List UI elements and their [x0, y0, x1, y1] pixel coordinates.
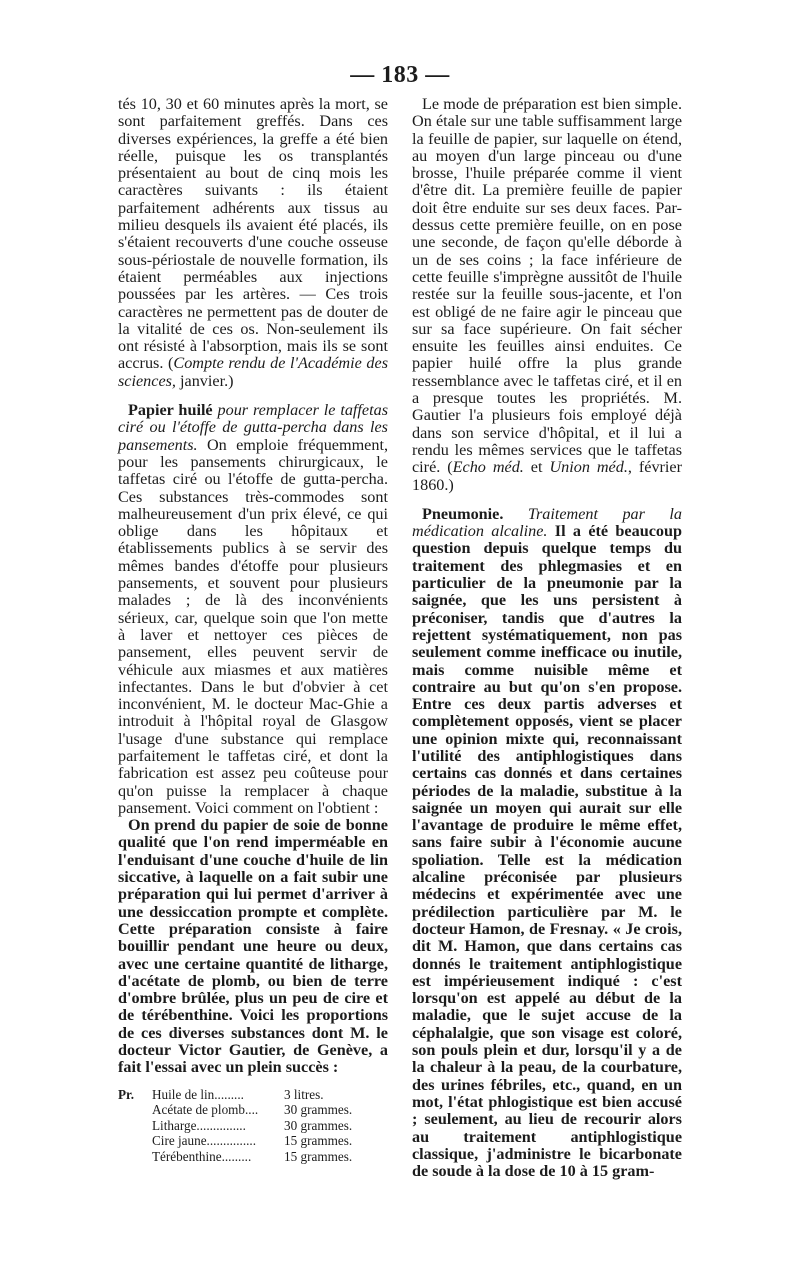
source-tail: , février 1860.) [412, 458, 682, 494]
article-paragraph: On prend du papier de soie de bonne qualité que l'on rend imperméable en l'enduisant d'une couche d'huile de lin siccative, à laquelle on a fait subir une préparation qui lui permet d'arriver à une dessiccation prompte et complète. Cette préparation consiste à faire bouillir pendant une heure ou deux, avec une certaine quantité de litharge, d'acétate de plomb, ou bien de terre d'ombre brûlée, plus un peu de cire et de térébenthine. Voici les proportions de ces diverses substances dont M. le docteur Victor Gautier, de Genève, a fait l'essai avec un plein succès : [118, 816, 388, 1077]
source-union-med: Union méd. [549, 458, 628, 477]
article-body: On emploie fréquemment, pour les pansements chirurgicaux, le taffetas ciré ou l'étoffe de gutta-percha. Ces substances très-commodes sont malheureusement d'un prix élevé, ce qui oblige dans les hôpitaux et établissements publics à se servir des mêmes bandes d'étoffe pour plusieurs pansements, et souvent pour plusieurs malades ; de là des inconvénients sérieux, car, quelque soin que l'on mette à laver et nettoyer ces pièces de pansement, elles peuvent servir de véhicule aux miasmes et aux matières infectantes. Dans le but d'obvier à cet inconvénient, M. le docteur Mac-Ghie a introduit à l'hôpital royal de Glasgow l'usage d'une substance qui remplace parfaitement le taffetas ciré, et dont la fabrication est assez peu coûteuse pour qu'on puisse la remplacer à chaque pansement. Voici comment on l'obtient : [118, 435, 388, 817]
article-body: Il a été beaucoup question depuis quelque temps du traitement des phlegmasies et en particulier de la pneumonie par la saignée, que les uns persistent à préconiser, tandis que d'autres la rejettent systématiquement, non pas seulement comme inefficace ou inutile, mais comme nuisible même et contraire au but qu'on s'en propose. Entre ces deux partis adverses et complètement opposés, vient se placer une opinion mixte qui, reconnaissant l'utilité des antiphlogistiques dans certains cas donnés et dans certaines périodes de la maladie, substitue à la saignée un moyen qui aurait sur elle l'avantage de produire le même effet, sans faire subir à l'économie aucune spoliation. Telle est la médication alcaline préconisée par plusieurs médecins et expérimentée avec une prédilection particulière par M. le docteur Hamon, de Fresnay. « Je crois, dit M. Hamon, que dans certains cas donnés le traitement antiphlogistique est impérieusement indiqué : c'est lorsqu'on est appelé au début de la maladie, que le sujet accuse de la céphalalgie, que son visage est coloré, son pouls plein et dur, lorsqu'il y a de la chaleur à la peau, de la courbature, des urines fébriles, etc., quand, en un mot, l'état phlogistique est bien accusé ; seulement, au lieu de recourir alors au traitement antiphlogistique classique, j'administre le bicarbonate de soude à la dose de 10 à 15 gram- [412, 522, 682, 1181]
continuation-source: Compte rendu de l'Académie des sciences, [118, 354, 388, 390]
recipe-item [118, 1118, 388, 1134]
recipe-item [118, 1133, 388, 1149]
recipe-ingredient: Litharge............... [152, 1117, 246, 1133]
source-joiner: et [523, 458, 550, 477]
recipe-ingredient: Acétate de plomb.... [152, 1102, 259, 1118]
recipe-item [118, 1149, 388, 1165]
continuation-text: tés 10, 30 et 60 minutes après la mort, se sont parfaitement greffés. Dans ces diverses expériences, la greffe a été bien réelle, puisque les os transplantés présentaient au bout de cinq mois les caractères suivants : ils étaient parfaitement adhérents aux tissus au milieu desquels ils avaient été placés, ils s'étaient recouverts d'une couche osseuse sous-périostale de nouvelle formation, ils étaient perméables aux injections poussées par les artères. — Ces trois caractères ne permettent pas de douter de la vitalité de ces os. Non-seulement ils ont résisté à l'absorption, mais ils se sont accrus. ( [118, 95, 388, 373]
source-echo-med: Echo méd. [452, 458, 524, 477]
page-number: — 183 — [350, 62, 450, 88]
recipe-prefix: Pr. [118, 1086, 134, 1102]
article-heading: Pneumonie. [422, 504, 504, 523]
right-column [412, 96, 682, 1180]
preparation-paragraph [412, 96, 682, 494]
recipe-item [118, 1102, 388, 1118]
left-column [118, 96, 388, 1165]
recipe-quantity: 30 grammes. [284, 1102, 353, 1118]
article-pneumonie [412, 506, 682, 1181]
recipe-quantity: 15 grammes. [284, 1133, 353, 1149]
article-subtitle: pour remplacer le taffetas ciré ou l'étoffe de gutta-percha dans les pansements. [118, 401, 388, 454]
recipe-list [118, 1087, 388, 1165]
preparation-text: Le mode de préparation est bien simple. On étale sur une table suffisamment large la feuille de papier, sur laquelle on étend, au moyen d'un large pinceau ou d'une brosse, l'huile préparée comme il vient d'être dit. La première feuille de papier doit être enduite sur ses deux faces. Par-dessus cette première feuille, on en pose une seconde, de façon qu'elle déborde à un de ses coins ; la face inférieure de cette feuille s'imprègne aussitôt de l'huile restée sur la feuille sous-jacente, et l'on est obligé de ne faire agir le pinceau que sur sa face supérieure. On fait sécher ensuite les feuilles ainsi enduites. Ce papier huilé offre la plus grande ressemblance avec le taffetas ciré, et il en a presque toutes les propriétés. M. Gautier l'a plusieurs fois employé déjà dans son service d'hôpital, et il lui a rendu les mêmes services que le taffetas ciré. ( [412, 95, 682, 477]
recipe-ingredient: Cire jaune............... [152, 1133, 257, 1149]
article-subtitle: Traitement par la médication alcaline. [412, 504, 682, 541]
article-heading: Papier huilé [128, 401, 213, 420]
recipe-item [118, 1087, 388, 1103]
article-papier-huile [118, 402, 388, 817]
continuation-tail: janvier.) [175, 371, 234, 390]
recipe-quantity: 15 grammes. [284, 1149, 353, 1164]
continuation-paragraph [118, 96, 388, 390]
recipe-ingredient: Huile de lin......... [152, 1086, 244, 1102]
recipe-quantity: 30 grammes. [284, 1117, 353, 1133]
recipe-ingredient: Térébenthine......... [152, 1149, 252, 1164]
recipe-quantity: 3 litres. [284, 1086, 324, 1102]
